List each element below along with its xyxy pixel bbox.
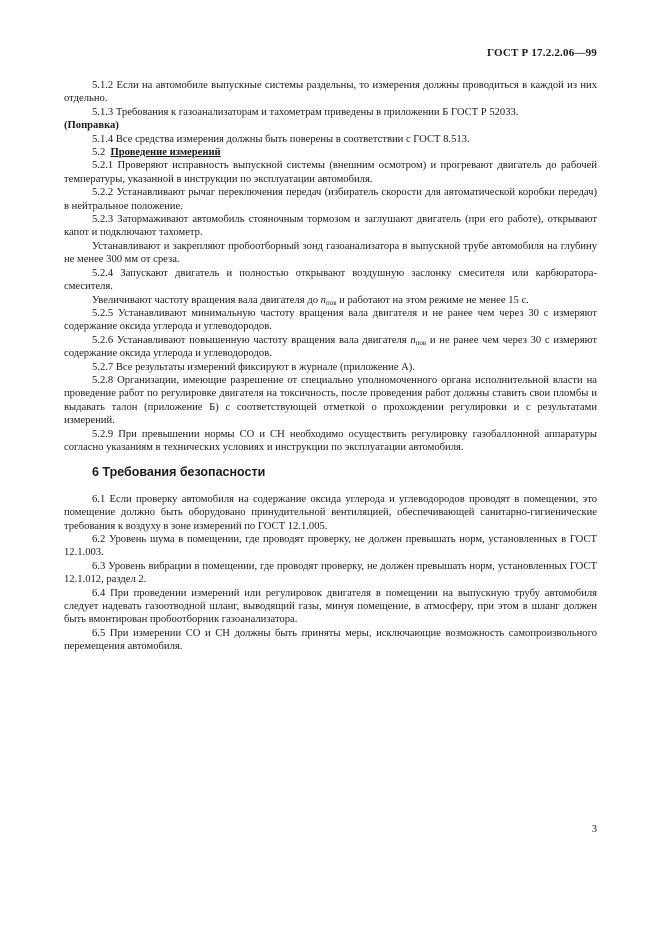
paragraph-probe-install: Устанавливают и закрепляют пробоотборный зонд газоанализатора в выпускной трубе автомобиля на глубину не менее 300 мм от среза.	[64, 240, 597, 266]
paragraph-5-2-9: 5.2.9 При превышении нормы СО и СН необходимо осуществить регулировку газобаллонной аппаратуры согласно указаниям в технических условиях и инструкции по эксплуатации автомобиля.	[64, 428, 597, 453]
paragraph-6-1: 6.1 Если проверку автомобиля на содержание оксида углерода и углеводородов проводят в помещении, это помещение должно быть оборудовано принудительной вентиляцией, обеспечивающей санитарно-гигиенические требования к воздуху в зоне измерений по ГОСТ 12.1.005.	[64, 493, 597, 532]
section-6-title: 6 Требования безопасности	[92, 465, 266, 480]
paragraph-6-4: 6.4 При проведении измерений или регулировок двигателя в помещении на выпускную трубу автомобиля следует надевать газоотводной шланг, выводящий газы, минуя помещение, в атмосферу, при этом в шланг должен быть вмонтирован пробоотборник газоанализатора.	[64, 587, 597, 626]
paragraph-5-2-7: 5.2.7 Все результаты измерений фиксируют в журнале (приложение А).	[92, 361, 415, 373]
p526-speed-subscript: пов	[415, 338, 427, 347]
paragraph-6-2: 6.2 Уровень шума в помещении, где проводят проверку, не должен превышать норм, установленных в ГОСТ 12.1.003.	[64, 534, 597, 559]
document-body	[64, 79, 597, 654]
paragraph-5-2-1: 5.2.1 Проверяют исправность выпускной системы (внешним осмотром) и прогревают двигатель до рабочей температуры, указанной в инструкции по эксплуатации автомобиля.	[64, 160, 597, 185]
paragraph-speed-increase	[64, 294, 597, 307]
subsection-heading	[64, 146, 597, 159]
paragraph-5-2-2: 5.2.2 Устанавливают рычаг переключения передач (избиратель скорости для автоматической коробки передач) в нейтральное положение.	[64, 187, 597, 212]
speed-subscript: пов	[325, 298, 337, 307]
subsection-number: 5.2	[92, 147, 106, 159]
page-number: 3	[591, 824, 597, 835]
speed-text-before: Увеличивают частоту вращения вала двигателя до	[92, 294, 321, 306]
paragraph-5-1-2: 5.1.2 Если на автомобиле выпускные системы раздельны, то измерения должны проводиться в каждой из них отдельно.	[64, 80, 597, 105]
paragraph-5-2-8: 5.2.8 Организации, имеющие разрешение от специально уполномоченного органа исполнительной власти на проведение работ по регулировке двигателя на токсичность, после проведения работ должны ставить свои пломбы и выдавать талон (приложение Б) с соответствующей отметкой о прохождении регулировки и с результатами измерений.	[64, 374, 597, 427]
p526-speed-symbol: n	[410, 334, 416, 346]
paragraph-5-2-6	[64, 334, 597, 361]
p526-text-after: и не ранее чем через 30 с измеряют содержание оксида углерода и углеводородов.	[64, 334, 598, 360]
paragraph-5-2-5: 5.2.5 Устанавливают минимальную частоту вращения вала двигателя и не ранее чем через 30 с измеряют содержание оксида углерода и углеводородов.	[64, 307, 597, 333]
paragraph-5-1-3: 5.1.3 Требования к газоанализаторам и тахометрам приведены в приложении Б ГОСТ Р 52033.	[92, 106, 519, 118]
subsection-title: Проведение измерений	[110, 147, 221, 159]
document-code-header: ГОСТ Р 17.2.2.06—99	[487, 47, 597, 59]
speed-symbol: n	[320, 294, 326, 306]
paragraph-5-2-3: 5.2.3 Затормаживают автомобиль стояночным тормозом и заглушают двигатель (при его работе), открывают капот и подключают тахометр.	[64, 214, 597, 239]
speed-text-after: и работают на этом режиме не менее 15 с.	[336, 294, 529, 306]
paragraph-6-3: 6.3 Уровень вибрации в помещении, где проводят проверку, не должен превышать норм, установленных ГОСТ 12.1.012, раздел 2.	[64, 560, 597, 586]
paragraph-6-5: 6.5 При измерении СО и СН должны быть приняты меры, исключающие возможность самопроизвольного перемещения автомобиля.	[64, 627, 597, 653]
correction-note: (Поправка)	[64, 120, 119, 132]
p526-text-before: 5.2.6 Устанавливают повышенную частоту вращения вала двигателя	[92, 334, 411, 346]
paragraph-5-1-4: 5.1.4 Все средства измерения должны быть поверены в соответствии с ГОСТ 8.513.	[92, 133, 470, 145]
paragraph-5-2-4: 5.2.4 Запускают двигатель и полностью открывают воздушную заслонку смесителя или карбюратора-смесителя.	[64, 267, 597, 293]
